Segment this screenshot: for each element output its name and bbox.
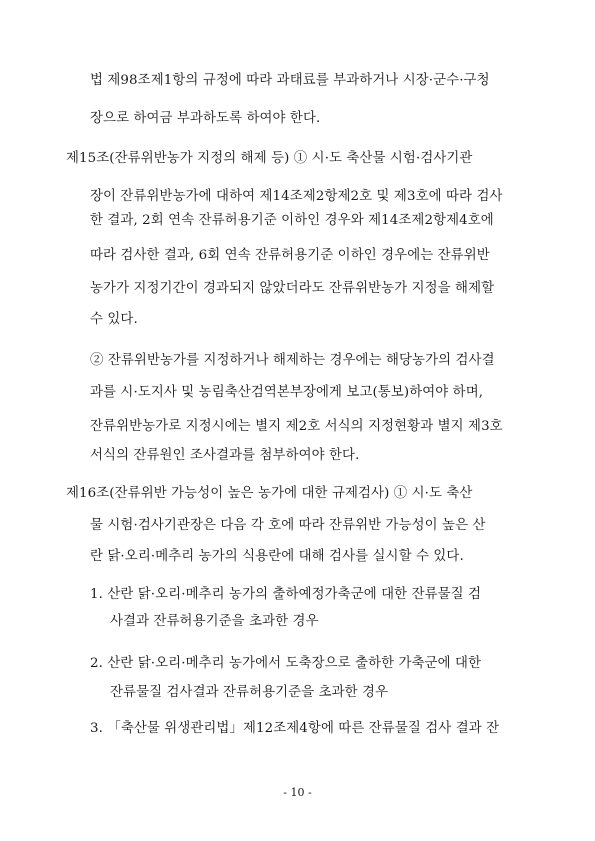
- paragraph-2-line: ② 잔류위반농가를 지정하거나 해제하는 경우에는 해당농가의 검사결: [90, 353, 495, 368]
- text-line: 따라 검사한 결과, 6회 연속 잔류허용기준 이하인 경우에는 잔류위반: [90, 248, 490, 263]
- list-item-3-line: 3. 「축산물 위생관리법」제12조제4항에 따른 잔류물질 검사 결과 잔: [90, 721, 500, 736]
- text-line: 한 결과, 2회 연속 잔류허용기준 이하인 경우와 제14조제2항제4호에: [90, 213, 494, 228]
- list-item-2-line: 2. 산란 닭·오리·메추리 농가에서 도축장으로 출하한 가축군에 대한: [90, 656, 482, 671]
- article-15-heading-line: 제15조(잔류위반농가 지정의 해제 등) ① 시·도 축산물 시험·검사기관: [66, 151, 473, 166]
- text-line: 물 시험·검사기관장은 다음 각 호에 따라 잔류위반 가능성이 높은 산: [90, 518, 486, 533]
- text-line: 법 제98조제1항의 규정에 따라 과태료를 부과하거나 시장·군수·구청: [90, 73, 490, 88]
- text-line: 수 있다.: [90, 312, 138, 327]
- text-line: 장으로 하여금 부과하도록 하여야 한다.: [90, 111, 321, 126]
- article-16-heading-line: 제16조(잔류위반 가능성이 높은 농가에 대한 규제검사) ① 시·도 축산: [66, 486, 473, 501]
- text-line: 잔류위반농가로 지정시에는 별지 제2호 서식의 지정현황과 별지 제3호: [90, 419, 503, 434]
- text-line: 잔류물질 검사결과 잔류허용기준을 초과한 경우: [110, 685, 389, 700]
- text-line: 란 닭·오리·메추리 농가의 식용란에 대해 검사를 실시할 수 있다.: [90, 549, 464, 564]
- text-line: 장이 잔류위반농가에 대하여 제14조제2항제2호 및 제3호에 따라 검사: [90, 189, 503, 204]
- text-line: 농가가 지정기간이 경과되지 않았더라도 잔류위반농가 지정을 해제할: [90, 281, 495, 296]
- text-line: 과를 시·도지사 및 농림축산검역본부장에게 보고(통보)하여야 하며,: [90, 385, 484, 400]
- list-item-1-line: 1. 산란 닭·오리·메추리 농가의 출하예정가축군에 대한 잔류물질 검: [90, 587, 482, 602]
- page-number: - 10 -: [283, 786, 312, 799]
- text-line: 서식의 잔류원인 조사결과를 첨부하여야 한다.: [90, 448, 360, 463]
- text-line: 사결과 잔류허용기준을 초과한 경우: [110, 614, 319, 629]
